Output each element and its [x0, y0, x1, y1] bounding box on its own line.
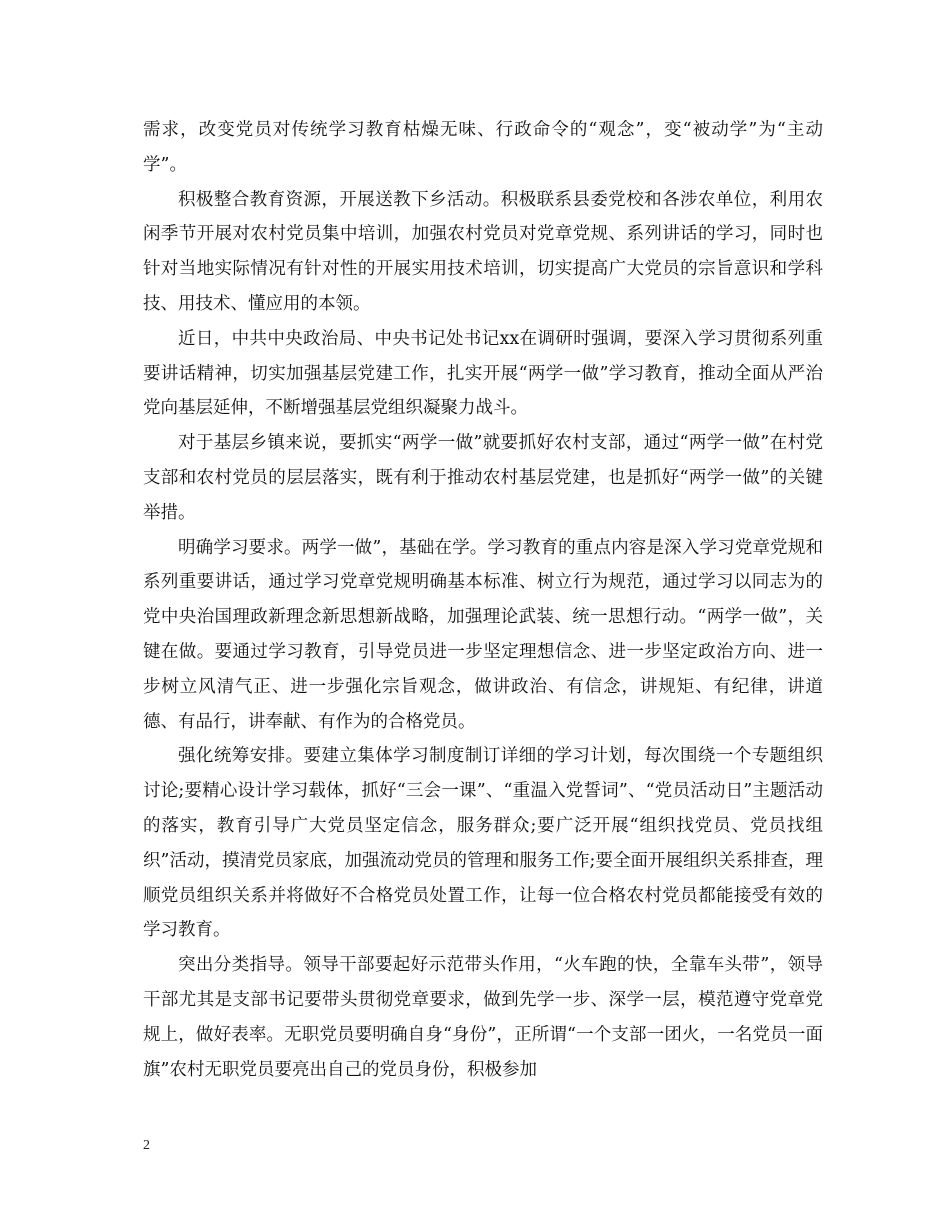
paragraph-classified-guidance: 突出分类指导。领导干部要起好示范带头作用，“火车跑的快，全靠车头带”，领导干部尤其是支部书记要带头贯彻党章要求，做到先学一步、深学一层，模范遵守党章党规上，做好表率。无职党员要明确自身“身份”，正所谓“一个支部一团火，一名党员一面旗”农村无职党员要亮出自己的党员身份，积极参加 — [143, 955, 823, 1080]
paragraph-education-resources: 积极整合教育资源，开展送教下乡活动。积极联系县委党校和各涉农单位，利用农闲季节开展对农村党员集中培训，加强农村党员对党章党规、系列讲话的学习，同时也针对当地实际情况有针对性的开展实用技术培训，切实提高广大党员的宗旨意识和学科技、用技术、懂应用的本领。 — [143, 189, 823, 314]
paragraph-recent-remarks: 近日，中共中央政治局、中央书记处书记xx在调研时强调，要深入学习贯彻系列重要讲话精神，切实加强基层党建工作，扎实开展“两学一做”学习教育，推动全面从严治党向基层延伸，不断增强基层党组织凝聚力战斗。 — [143, 328, 823, 419]
paragraph-continuation: 需求，改变党员对传统学习教育枯燥无味、行政命令的“观念”，变“被动学”为“主动学”。 — [143, 120, 823, 175]
page-number: 2 — [143, 1138, 150, 1153]
paragraph-study-requirements: 明确学习要求。两学一做”，基础在学。学习教育的重点内容是深入学习党章党规和系列重要讲话，通过学习党章党规明确基本标准、树立行为规范，通过学习以同志为的党中央治国理政新理念新思想新战略，加强理论武装、统一思想行动。“两学一做”，关键在做。要通过学习教育，引导党员进一步坚定理想信念、进一步坚定政治方向、进一步树立风清气正、进一步强化宗旨观念，做讲政治、有信念，讲规矩、有纪律，讲道德、有品行，讲奉献、有作为的合格党员。 — [143, 537, 823, 732]
document-body — [143, 113, 823, 1087]
paragraph-overall-planning: 强化统筹安排。要建立集体学习制度制订详细的学习计划，每次围绕一个专题组织讨论;要精心设计学习载体，抓好“三会一课”、“重温入党誓词”、“党员活动日”主题活动的落实，教育引导广大党员坚定信念，服务群众;要广泛开展“组织找党员、党员找组织”活动，摸清党员家底，加强流动党员的管理和服务工作;要全面开展组织关系排查，理顺党员组织关系并将做好不合格党员处置工作，让每一位合格农村党员都能接受有效的学习教育。 — [143, 746, 823, 941]
paragraph-township-level: 对于基层乡镇来说，要抓实“两学一做”就要抓好农村支部，通过“两学一做”在村党支部和农村党员的层层落实，既有利于推动农村基层党建，也是抓好“两学一做”的关键举措。 — [143, 433, 823, 523]
